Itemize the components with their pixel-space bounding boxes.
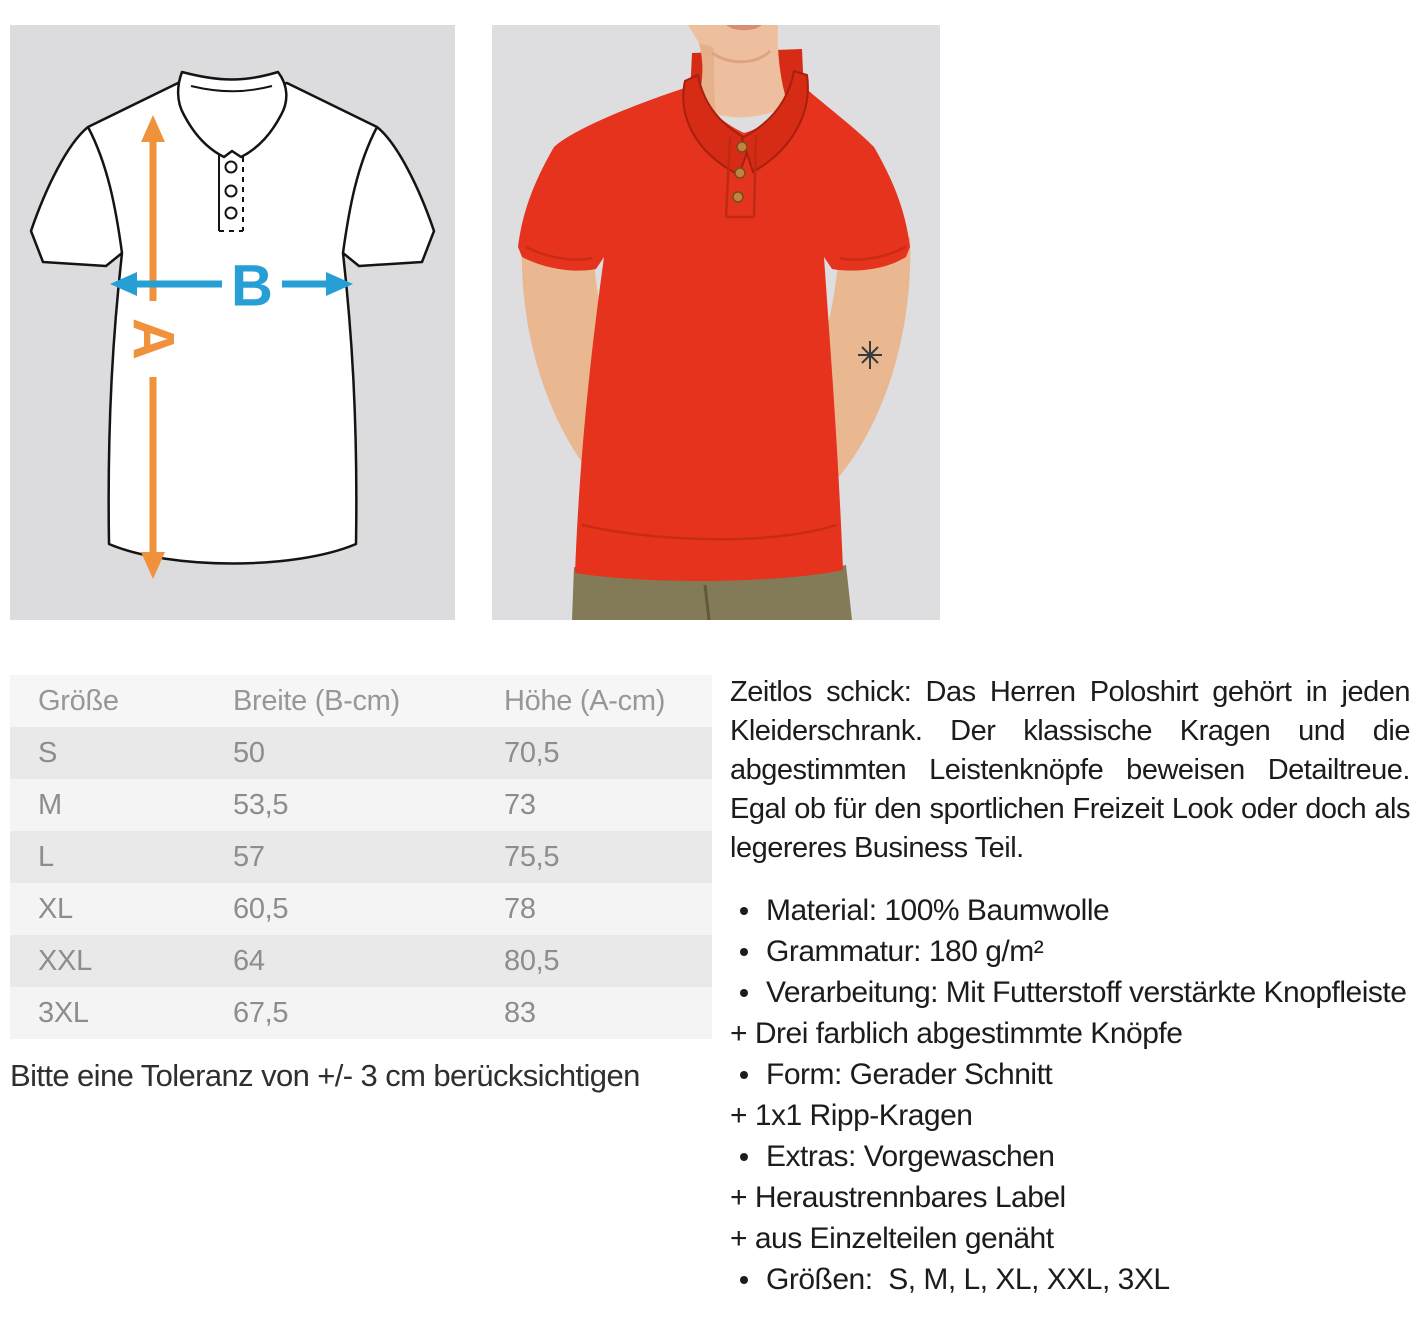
table-row [10, 935, 712, 987]
bullet-dot [740, 948, 748, 956]
table-row [10, 727, 712, 779]
size-table [10, 675, 712, 1039]
bullet-text: Material: 100% Baumwolle [766, 894, 1110, 927]
height-cell: 83 [504, 996, 536, 1029]
size-cell: XL [38, 892, 73, 925]
size-cell: S [38, 736, 58, 769]
tolerance-note: Bitte eine Toleranz von +/- 3 cm berücksichtigen [10, 1058, 640, 1093]
bullet-text: Größen: S, M, L, XL, XXL, 3XL [766, 1263, 1170, 1296]
width-cell: 57 [233, 840, 265, 873]
width-cell: 67,5 [233, 996, 289, 1029]
size-cell: M [38, 788, 62, 821]
column-header-height: Höhe (A-cm) [504, 684, 666, 717]
column-header-size: Größe [38, 684, 119, 717]
bullet-item-groessen [730, 1259, 1410, 1300]
height-cell: 75,5 [504, 840, 560, 873]
bullet-dot [740, 989, 748, 997]
bullet-sub-item: + Drei farblich abgestimmte Knöpfe [730, 1017, 1183, 1050]
product-description [730, 673, 1410, 1300]
size-cell: L [38, 840, 54, 873]
bullet-text: Form: Gerader Schnitt [766, 1058, 1053, 1091]
bullet-sub-item: + Heraustrennbares Label [730, 1181, 1066, 1214]
table-row [10, 831, 712, 883]
bullet-text: Extras: Vorgewaschen [766, 1140, 1055, 1173]
table-header-row [10, 675, 712, 727]
bullet-sub-item: + 1x1 Ripp-Kragen [730, 1099, 973, 1132]
bullet-item-grammatur [730, 931, 1410, 972]
size-cell: 3XL [38, 996, 89, 1029]
description-intro: Zeitlos schick: Das Herren Poloshirt gehört in jeden Kleiderschrank. Der klassische Kragen und die abgestimmten Leistenknöpfe beweisen Detailtreue. Egal ob für den sportlichen Freizeit Look oder doch als legereres Business Teil. [730, 676, 1410, 864]
height-cell: 70,5 [504, 736, 560, 769]
feature-list [730, 890, 1410, 1300]
bullet-text: Grammatur: 180 g/m² [766, 935, 1044, 968]
polo-shirt-measurement-diagram [10, 25, 455, 620]
height-cell: 73 [504, 788, 536, 821]
width-cell: 60,5 [233, 892, 289, 925]
bullet-text: Verarbeitung: Mit Futterstoff verstärkte Knopfleiste [766, 976, 1407, 1009]
height-cell: 78 [504, 892, 536, 925]
table-row [10, 987, 712, 1039]
label-a: A [120, 318, 186, 360]
table-row [10, 883, 712, 935]
bullet-item-extras [730, 1136, 1410, 1177]
width-cell: 50 [233, 736, 265, 769]
width-cell: 53,5 [233, 788, 289, 821]
bullet-dot [740, 1153, 748, 1161]
bullet-sub-item: + aus Einzelteilen genäht [730, 1222, 1054, 1255]
model-in-red-polo-illustration [492, 25, 940, 620]
height-cell: 80,5 [504, 944, 560, 977]
bullet-item-verarbeitung [730, 972, 1410, 1013]
size-diagram-panel [10, 25, 455, 620]
bullet-item-material [730, 890, 1410, 931]
label-b: B [231, 253, 273, 319]
bullet-item-form [730, 1054, 1410, 1095]
size-cell: XXL [38, 944, 92, 977]
table-row [10, 779, 712, 831]
product-photo [492, 25, 940, 620]
bullet-dot [740, 907, 748, 915]
bullet-dot [740, 1071, 748, 1079]
width-cell: 64 [233, 944, 265, 977]
column-header-width: Breite (B-cm) [233, 684, 400, 717]
bullet-dot [740, 1276, 748, 1284]
